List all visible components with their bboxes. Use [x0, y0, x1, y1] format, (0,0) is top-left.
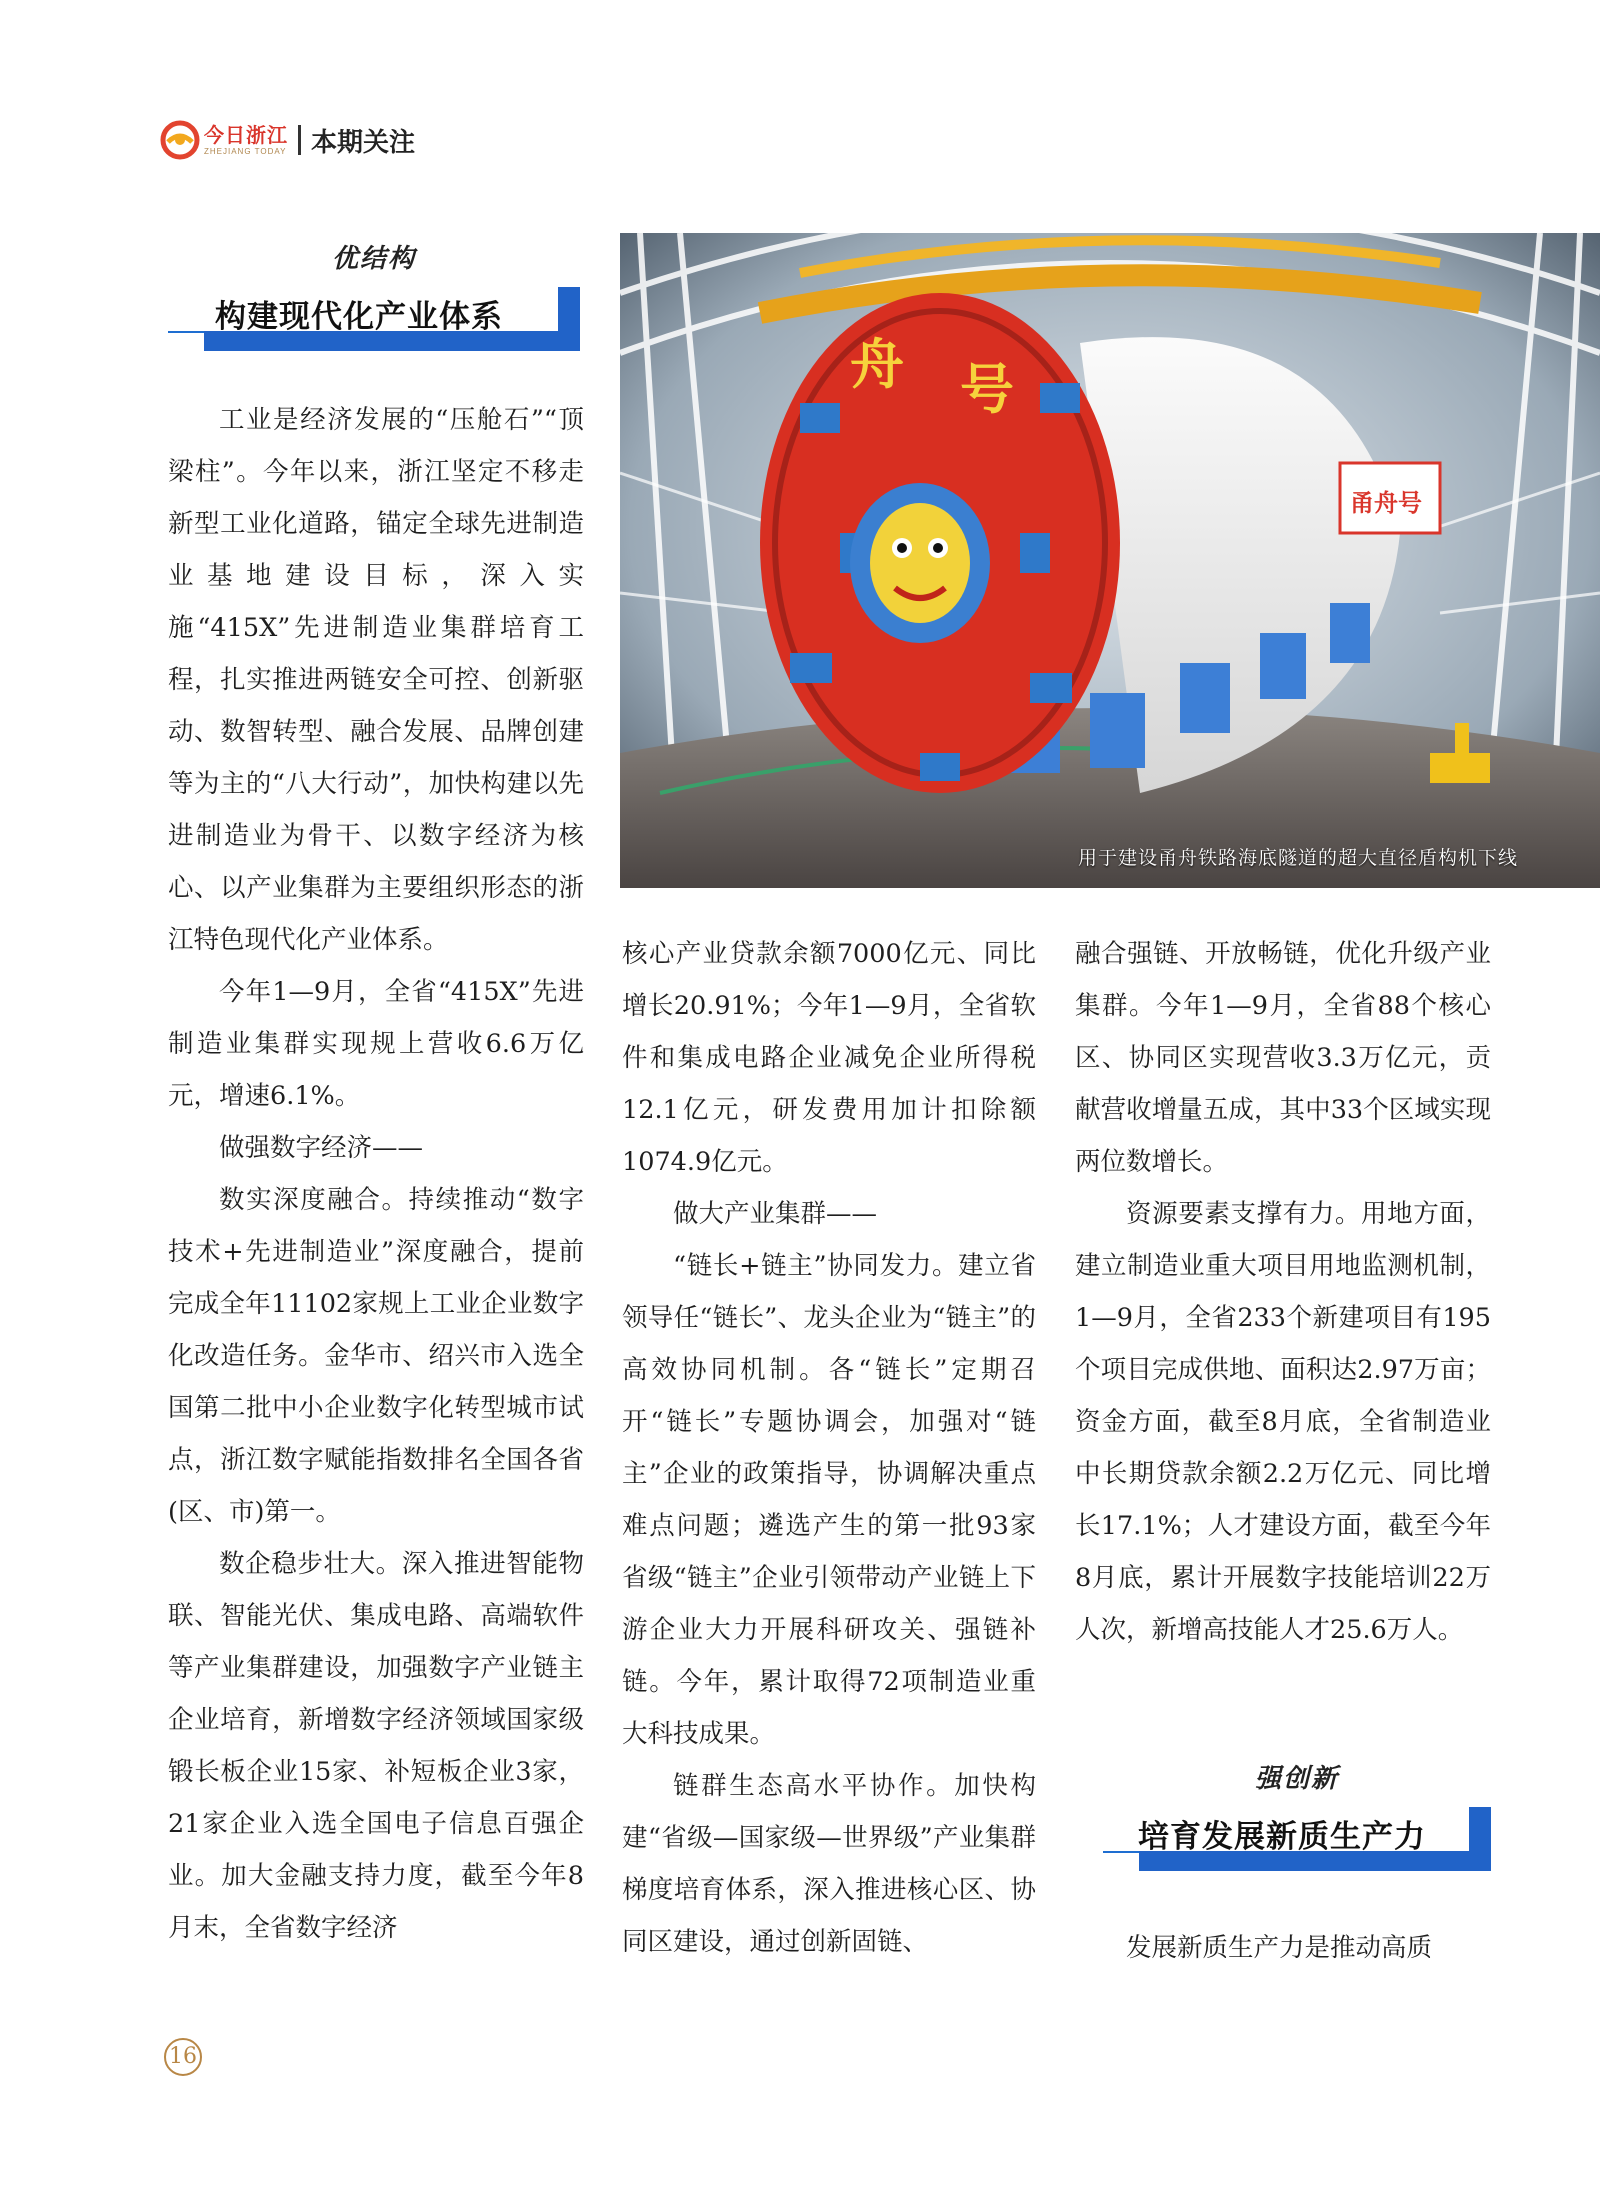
header-divider — [298, 125, 301, 155]
section-heading-2 — [1103, 1758, 1491, 1863]
section-title: 培育发展新质生产力 — [1138, 1819, 1426, 1855]
brand-wordmark — [204, 122, 288, 156]
paragraph: 融合强链、开放畅链，优化升级产业集群。今年1—9月，全省88个核心区、协同区实现营收3.3万亿元，贡献营收增量五成，其中33个区域实现两位数增长。 — [1075, 939, 1491, 1177]
section-title-box — [1103, 1807, 1491, 1863]
paragraph: 数实深度融合。持续推动“数字技术+先进制造业”深度融合，提前完成全年11102家规上工业企业数字化改造任务。金华市、绍兴市入选全国第二批中小企业数字化转型城市试点，浙江数字赋能指数排名全国各省(区、市)第一。 — [168, 1185, 584, 1527]
subheading: 做强数字经济—— — [219, 1133, 424, 1163]
section-title: 构建现代化产业体系 — [215, 299, 503, 335]
title-accent-bar — [1469, 1807, 1491, 1853]
machine-char-2: 号 — [960, 358, 1014, 421]
title-accent-bar — [558, 287, 580, 333]
paragraph: 工业是经济发展的“压舱石”“顶梁柱”。今年以来，浙江坚定不移走新型工业化道路，锚定全球先进制造业基地建设目标，深入实施“415X”先进制造业集群培育工程，扎实推进两链安全可控、创新驱动、数智转型、融合发展、品牌创建等为主的“八大行动”，加快构建以先进制造业为骨干、以数字经济为核心、以产业集群为主要组织形态的浙江特色现代化产业体系。 — [168, 405, 584, 955]
photo-caption: 用于建设甬舟铁路海底隧道的超大直径盾构机下线 — [1077, 847, 1518, 869]
machine-char-1: 舟 — [850, 333, 904, 396]
machine-name-plate: 甬舟号 — [1350, 489, 1422, 517]
section-kicker: 强创新 — [1254, 1764, 1339, 1794]
subheading: 做大产业集群—— — [673, 1199, 878, 1229]
paragraph: “链长+链主”协同发力。建立省领导任“链长”、龙头企业为“链主”的高效协同机制。各“链长”定期召开“链长”专题协调会，加强对“链主”企业的政策指导，协调解决重点难点问题；遴选产生的第一批93家省级“链主”企业引领带动产业链上下游企业大力开展科研攻关、强链补链。今年，累计取得72项制造业重大科技成果。 — [622, 1251, 1036, 1749]
masthead — [160, 118, 415, 162]
column-3-continued — [1075, 1922, 1491, 1974]
brand-name-en: ZHEJIANG TODAY — [204, 146, 287, 156]
column-2 — [622, 928, 1036, 1968]
section-label: 本期关注 — [311, 127, 416, 158]
section-heading-1 — [168, 238, 580, 343]
tbm-photo — [620, 233, 1600, 888]
column-3 — [1075, 928, 1491, 1656]
paragraph: 数企稳步壮大。深入推进智能物联、智能光伏、集成电路、高端软件等产业集群建设，加强数字产业链主企业培育，新增数字经济领域国家级锻长板企业15家、补短板企业3家，21家企业入选全国电子信息百强企业。加大金融支持力度，截至今年8月末，全省数字经济 — [168, 1549, 584, 1943]
paragraph: 资源要素支撑有力。用地方面，建立制造业重大项目用地监测机制，1—9月，全省233个新建项目有195个项目完成供地、面积达2.97万亩；资金方面，截至8月底，全省制造业中长期贷款余额2.2万亿元、同比增长17.1%；人才建设方面，截至今年8月底，累计开展数字技能培训22万人次，新增高技能人才25.6万人。 — [1075, 1199, 1491, 1645]
section-kicker: 优结构 — [331, 244, 416, 274]
section-title-box — [168, 287, 580, 343]
paragraph: 今年1—9月，全省“415X”先进制造业集群实现规上营收6.6万亿元，增速6.1%。 — [168, 977, 584, 1111]
page-number: 16 — [164, 2038, 202, 2076]
brand-logo-icon — [160, 120, 200, 160]
brand-name-cn: 今日浙江 — [204, 122, 288, 147]
paragraph: 链群生态高水平协作。加快构建“省级—国家级—世界级”产业集群梯度培育体系，深入推进核心区、协同区建设，通过创新固链、 — [622, 1771, 1036, 1957]
tunnel-boring-machine-image — [620, 233, 1600, 888]
paragraph: 核心产业贷款余额7000亿元、同比增长20.91%；今年1—9月，全省软件和集成电路企业减免企业所得税12.1亿元，研发费用加计扣除额1074.9亿元。 — [622, 939, 1036, 1177]
column-1 — [168, 394, 584, 1954]
paragraph: 发展新质生产力是推动高质 — [1126, 1933, 1433, 1963]
